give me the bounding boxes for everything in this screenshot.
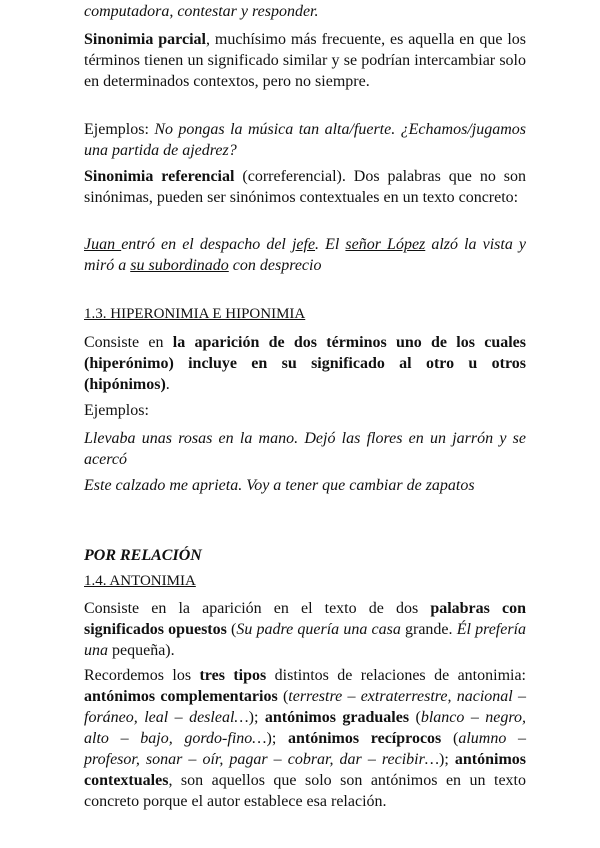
section-heading-by-relation	[84, 545, 526, 566]
text-run: distintos de relaciones de antonimia:	[266, 667, 526, 684]
paragraph-hyperonymy-example-2	[84, 475, 526, 496]
text-run: .	[165, 376, 170, 393]
text-run: grande.	[400, 621, 457, 638]
text-run: con desprecio	[228, 257, 322, 274]
term-bold: antónimos contextuales	[84, 751, 526, 789]
heading-text: 1.4. ANTONIMIA	[84, 573, 196, 589]
underlined-term: Juan	[84, 236, 122, 253]
text-run: , muchísimo más frecuente, es aquella en que los términos tienen un significado similar y se podrían intercambiar solo en determinados contextos, pero no siempre.	[84, 31, 526, 90]
underlined-term: jefe	[291, 236, 316, 253]
text-run: Consiste en	[84, 334, 173, 351]
term-bold: antónimos complementarios	[84, 688, 278, 705]
paragraph-partial-examples	[84, 119, 526, 161]
text-run: Consiste en la aparición en el texto de dos	[84, 600, 431, 617]
text-run: );	[248, 709, 265, 726]
text-run: );	[439, 751, 455, 768]
text-run: (correferencial). Dos palabras que no son sinónimas, pueden ser sinónimos contextuales en un texto concreto:	[84, 168, 526, 206]
section-heading-antonymy	[84, 571, 526, 592]
paragraph-referential-synonymy	[84, 166, 526, 208]
example-italic: No pongas la música tan alta/fuerte. ¿Echamos/jugamos una partida de ajedrez?	[84, 121, 526, 159]
example-italic: Llevaba unas rosas en la mano. Dejó las flores en un jarrón y se acercó	[84, 430, 526, 468]
text-run: (	[226, 621, 237, 638]
text-run: Ejemplos:	[84, 402, 149, 419]
section-heading-hyperonymy	[84, 304, 526, 325]
paragraph-antonymy-types	[84, 665, 526, 812]
text-run: (	[277, 688, 289, 705]
paragraph-hyperonymy-example-1	[84, 428, 526, 470]
heading-text: 1.3. HIPERONIMIA E HIPONIMIA	[84, 306, 306, 322]
paragraph-hyperonymy-definition	[84, 332, 526, 395]
paragraph-synonym-examples-tail	[84, 1, 526, 22]
example-italic: blanco – negro, alto – bajo, gordo-fino…	[84, 709, 526, 747]
example-italic: alumno – profesor, sonar – oír, pagar – cobrar, dar – recibir…	[84, 730, 527, 768]
underlined-term: su subordinado	[130, 257, 229, 274]
term-bold: Sinonimia parcial	[84, 31, 206, 48]
text-run: , son aquellos que solo son antónimos en un texto concreto porque el autor establece esa relación.	[84, 772, 526, 810]
text-run: );	[266, 730, 288, 747]
term-bold: tres tipos	[199, 667, 267, 684]
text-run: entró en el despacho del	[121, 236, 292, 253]
term-bold: antónimos graduales	[264, 709, 410, 726]
text-run: Ejemplos:	[84, 121, 155, 138]
example-italic: terrestre – extraterrestre, nacional – foráneo, leal – desleal…	[84, 688, 526, 726]
text-run: alzó la vista y miró a	[84, 236, 527, 274]
paragraph-partial-synonymy	[84, 29, 526, 92]
text-run: . El	[315, 236, 346, 253]
definition-bold: palabras con significados opuestos	[84, 600, 526, 638]
paragraph-referential-example	[84, 234, 526, 276]
term-bold: antónimos recíprocos	[287, 730, 442, 747]
paragraph-examples-label	[84, 400, 526, 421]
underlined-term: señor López	[345, 236, 426, 253]
heading-text: POR RELACIÓN	[84, 547, 202, 564]
text-run: (	[409, 709, 421, 726]
definition-bold: la aparición de dos términos uno de los cuales (hiperónimo) incluye en su significado al otro u otros (hipónimos)	[84, 334, 526, 393]
paragraph-antonymy-definition	[84, 598, 526, 661]
example-italic: Su padre quería una casa	[236, 621, 401, 638]
example-italic: Él prefería una	[84, 621, 527, 659]
text-run: (	[441, 730, 459, 747]
text-run: pequeña).	[108, 642, 175, 659]
text-run: Recordemos los	[84, 667, 200, 684]
text-run: computadora, contestar y responder.	[84, 3, 319, 20]
example-italic: Este calzado me aprieta. Voy a tener que cambiar de zapatos	[84, 477, 475, 494]
term-bold: Sinonimia referencial	[84, 168, 235, 185]
